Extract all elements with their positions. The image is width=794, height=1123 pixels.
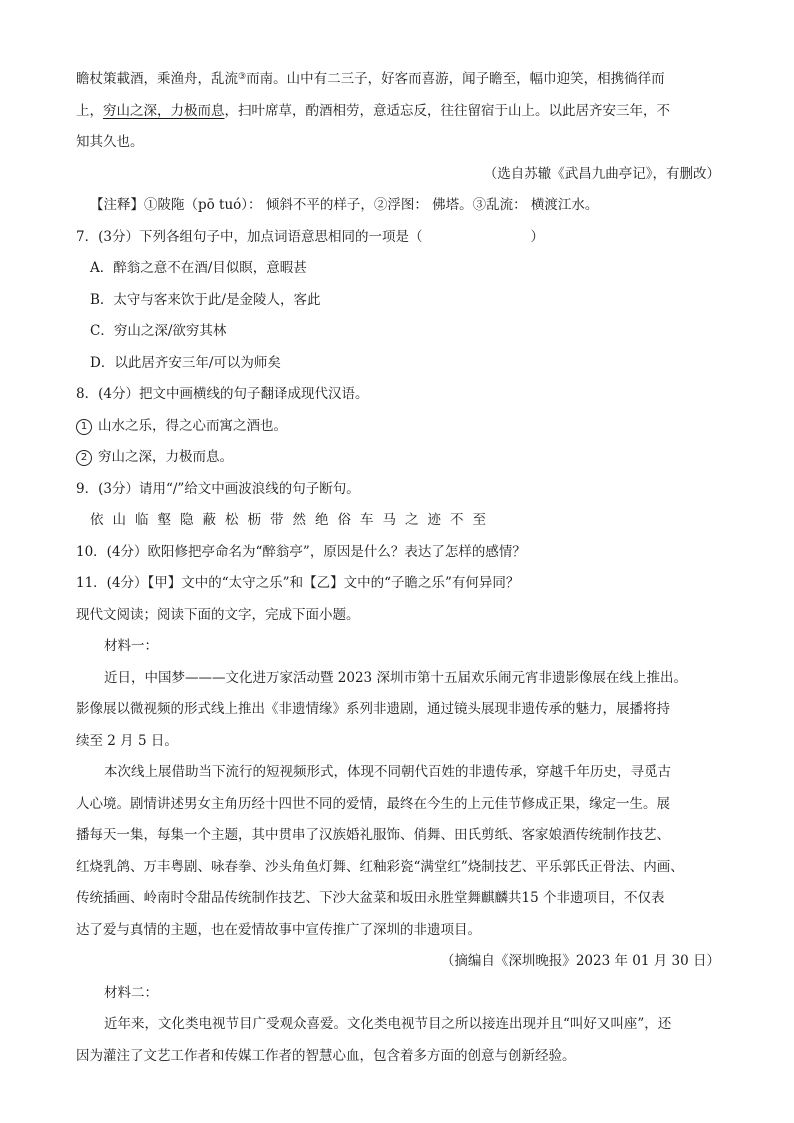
paragraph-line: 人心境。剧情讲述男女主角历经十四世不同的爱情，最终在今生的上元佳节修成正果，缘定一生。展 <box>76 795 670 812</box>
question-text: 7．(3分）下列各组句子中，加点词语意思相同的一项是（ <box>76 228 423 245</box>
translation-sentence: 穷山之深，力极而息。 <box>98 449 233 465</box>
translation-item <box>76 442 726 474</box>
translation-item <box>76 411 726 443</box>
paragraph-line: 近年来，文化类电视节目广受观众喜爱。文化类电视节目之所以接连出现并且“叫好又叫座”，还 <box>104 1016 672 1032</box>
question-8: 8．(4分）把文中画横线的句子翻译成现代汉语。 <box>76 386 369 402</box>
passage-line <box>76 62 726 96</box>
option-a: A．醉翁之意不在酒/目似瞑，意暇甚 <box>90 260 307 276</box>
paragraph-line: 因为灌注了文艺工作者和传媒工作者的智慧心血，包含着多方面的创意与创新经验。 <box>76 1047 576 1064</box>
paragraph-line: 传统插画、岭南时令甜品传统制作技艺、下沙大盆菜和坂田永胜堂舞麒麟共15 个非遗项目，不仅表 <box>76 890 665 906</box>
translation-sentence: 山水之乐，得之心而寓之酒也。 <box>98 417 287 434</box>
paragraph-line: 播每天一集，每集一个主题，其中贯串了汉族婚礼服饰、俏舞、田氏剪纸、客家娘酒传统制作技艺、 <box>76 827 670 843</box>
annotation-note: 【注释】①陂陁（pō tuó）： 倾斜不平的样子，②浮图： 佛塔。③乱流： 横渡江水。 <box>90 197 599 213</box>
passage-line <box>76 96 726 128</box>
paragraph-line: 续至 2 月 5 日。 <box>76 732 178 749</box>
passage-text: 瞻杖策載酒，乘渔舟，乱流 <box>76 71 238 87</box>
paragraph-line: 本次线上展借助当下流行的短视频形式，体现不同朝代百姓的非遗传承，穿越千年历史，寻觅古 <box>104 764 671 780</box>
passage-text: 而南。山中有二三子，好客而喜游，闻子瞻至，幅巾迎笑，相携徜徉而 <box>246 71 665 87</box>
paragraph-line: 近日，中国梦———文化进万家活动暨 2023 深圳市第十五届欢乐闹元宵非遗影像展在线上推出。 <box>104 669 687 686</box>
question-7 <box>76 222 726 254</box>
document-page <box>76 62 726 1072</box>
circled-number: 1 <box>76 419 92 435</box>
material-2-title: 材料二： <box>104 984 158 1001</box>
passage-text: ，扫叶席草，酌酒相劳，意适忘反，往往留宿于山上。以此居齐安三年，不 <box>224 102 670 119</box>
circled-number: 2 <box>76 450 92 466</box>
material-1-title: 材料一： <box>104 638 158 654</box>
option-b: B．太守与客来饮于此/是金陵人，客此 <box>90 291 321 308</box>
paragraph-line: 红烧乳鸽、万丰粤剧、咏春拳、沙头角鱼灯舞、红釉彩瓷“满堂红”烧制技艺、平乐郭氏正骨法、内画、 <box>76 858 684 875</box>
material-1-source: （摘编自《深圳晚报》2023 年 01 月 30 日） <box>440 953 720 969</box>
option-d: D．以此居齐安三年/可以为师矣 <box>90 354 281 371</box>
question-text: ） <box>530 228 544 245</box>
underlined-sentence: 穷山之深，力极而息 <box>103 102 225 119</box>
question-10: 10．(4分）欧阳修把亭命名为“醉翁亭”，原因是什么？表达了怎样的感情？ <box>76 543 526 560</box>
segmentation-sentence: 依山临壑隐蔽松枥带然绝俗车马之迹不至 <box>90 512 495 528</box>
paragraph-line: 影像展以微视频的形式线上推出《非遗情缘》系列非遗剧，通过镜头展现非遗传承的魅力，展播将持 <box>76 701 670 717</box>
passage-line: 知其久也。 <box>76 134 144 150</box>
passage-text: 上， <box>76 102 103 119</box>
option-c: C．穷山之深/欲穷其林 <box>90 323 227 339</box>
footnote-marker: ③ <box>238 72 247 82</box>
section-intro: 现代文阅读；阅读下面的文字，完成下面小题。 <box>76 606 360 623</box>
question-11: 11．(4分）【甲】文中的“太守之乐”和【乙】文中的“子瞻之乐”有何异同？ <box>76 575 520 591</box>
question-9: 9．(3分）请用“/”给文中画波浪线的句子断句。 <box>76 480 360 497</box>
paragraph-line: 达了爱与真情的主题，也在爱情故事中宣传推广了深圳的非遗项目。 <box>76 921 481 938</box>
passage-source: （选自苏辙《武昌九曲亭记》，有删改） <box>483 165 720 182</box>
